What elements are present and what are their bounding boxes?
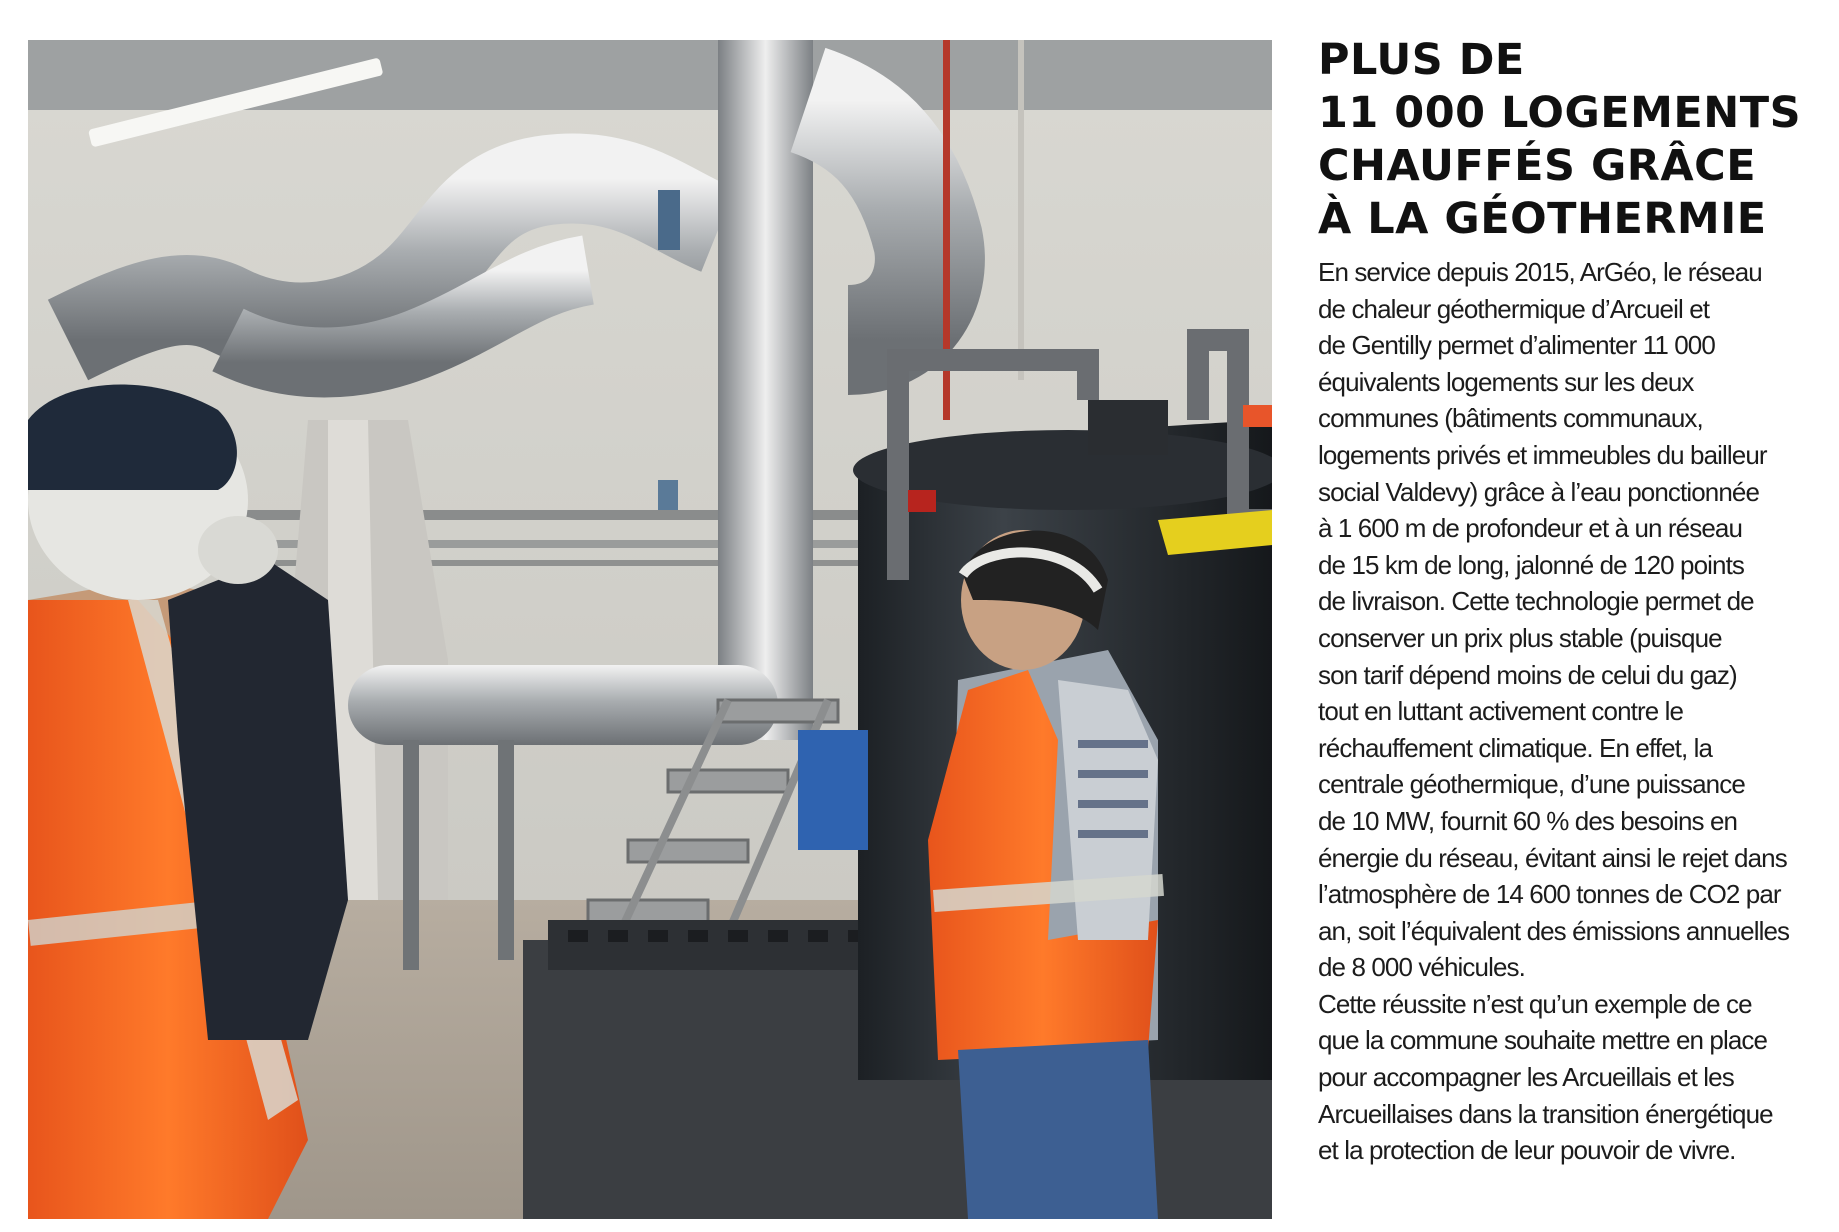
headline-line: À LA GÉOTHERMIE bbox=[1318, 194, 1767, 244]
article-line: centrale géothermique, d’une puissance bbox=[1318, 769, 1745, 800]
article-line: social Valdevy) grâce à l’eau ponctionnée bbox=[1318, 476, 1760, 507]
headline-line: CHAUFFÉS GRÂCE bbox=[1318, 141, 1757, 191]
article-line: logements privés et immeubles du bailleur bbox=[1318, 439, 1767, 470]
article-line: communes (bâtiments communaux, bbox=[1318, 403, 1703, 434]
article-line: de chaleur géothermique d’Arcueil et bbox=[1318, 293, 1710, 324]
article-body bbox=[1318, 254, 1828, 1169]
article-line: pour accompagner les Arcueillais et les bbox=[1318, 1062, 1734, 1093]
article-line: tout en luttant activement contre le bbox=[1318, 696, 1684, 727]
article-line: de 8 000 véhicules. bbox=[1318, 952, 1525, 983]
article-line: de 15 km de long, jalonné de 120 points bbox=[1318, 549, 1745, 580]
article-line: que la commune souhaite mettre en place bbox=[1318, 1025, 1768, 1056]
article-line: de 10 MW, fournit 60 % des besoins en bbox=[1318, 805, 1738, 836]
article-line: an, soit l’équivalent des émissions annuelles bbox=[1318, 915, 1790, 946]
article-line: de Gentilly permet d’alimenter 11 000 bbox=[1318, 330, 1715, 361]
article-line: énergie du réseau, évitant ainsi le rejet dans bbox=[1318, 842, 1787, 873]
photo-illustration bbox=[28, 40, 1272, 1219]
article-line: de livraison. Cette technologie permet de bbox=[1318, 586, 1754, 617]
article-line: En service depuis 2015, ArGéo, le réseau bbox=[1318, 257, 1762, 287]
headline-line: 11 000 LOGEMENTS bbox=[1318, 88, 1802, 138]
article-line: conserver un prix plus stable (puisque bbox=[1318, 622, 1722, 653]
article-line: équivalents logements sur les deux bbox=[1318, 366, 1694, 397]
geothermal-plant-photo bbox=[28, 40, 1272, 1219]
article-line: l’atmosphère de 14 600 tonnes de CO2 par bbox=[1318, 879, 1781, 910]
article-line: réchauffement climatique. En effet, la bbox=[1318, 732, 1713, 763]
article-line: à 1 600 m de profondeur et à un réseau bbox=[1318, 513, 1743, 544]
headline bbox=[1318, 34, 1818, 246]
headline-line: PLUS DE bbox=[1318, 35, 1525, 85]
article-line: Arcueillaises dans la transition énergétique bbox=[1318, 1098, 1773, 1129]
article-line: Cette réussite n’est qu’un exemple de ce bbox=[1318, 988, 1752, 1019]
article-line: et la protection de leur pouvoir de vivre. bbox=[1318, 1135, 1736, 1166]
article-line: son tarif dépend moins de celui du gaz) bbox=[1318, 659, 1737, 690]
